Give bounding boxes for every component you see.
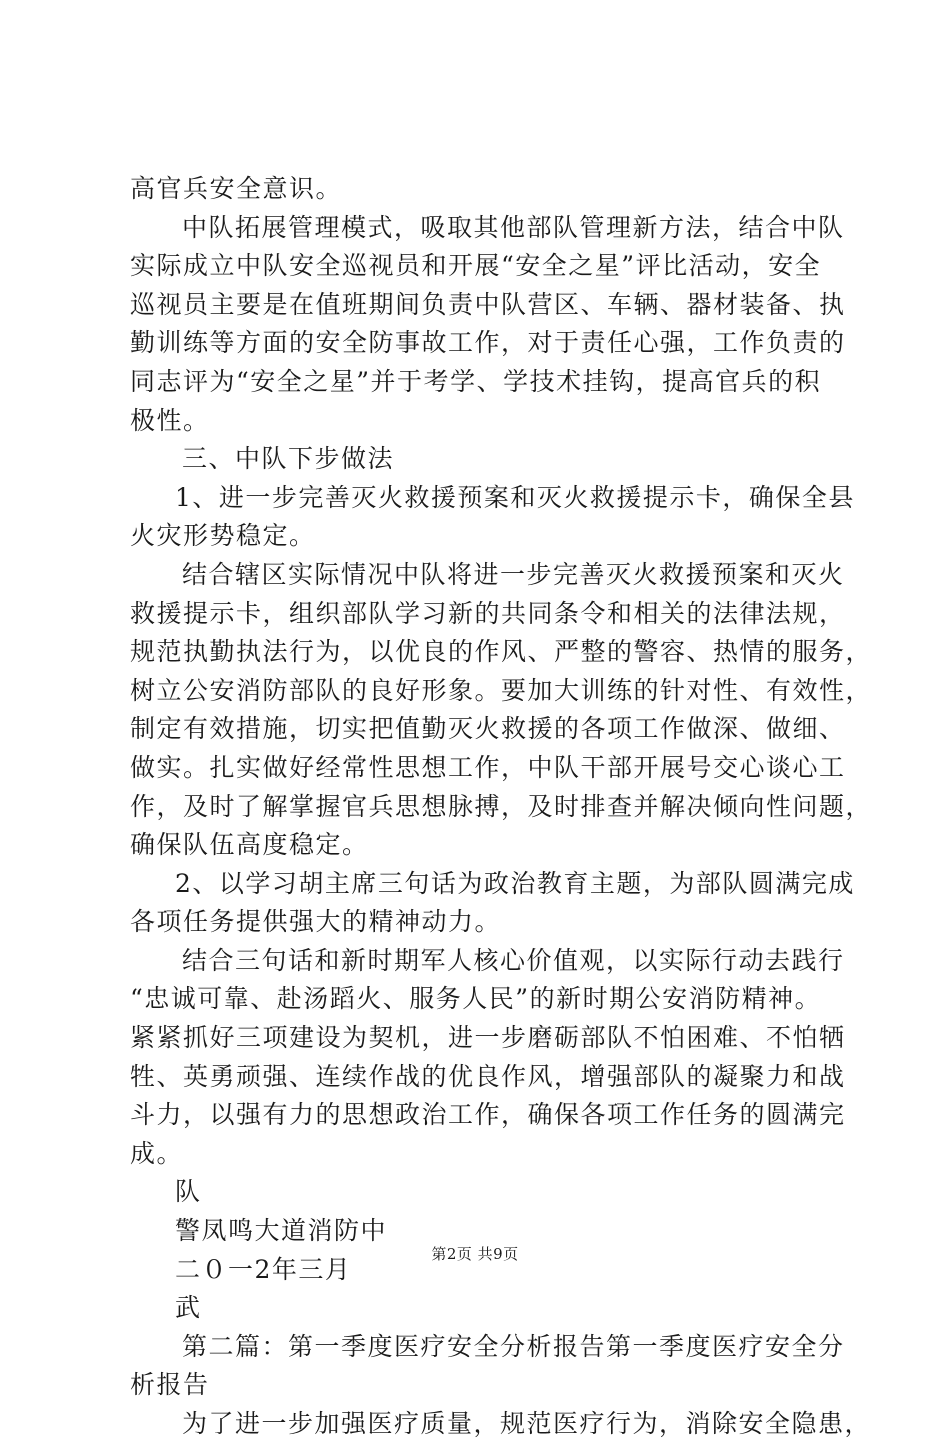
text-line: 三、中队下步做法 bbox=[182, 444, 395, 474]
text-line: 作，及时了解掌握官兵思想脉搏，及时排查并解决倾向性问题， bbox=[130, 791, 873, 821]
text-line: 结合辖区实际情况中队将进一步完善灭火救援预案和灭火 bbox=[182, 559, 845, 589]
text-line: 结合三句话和新时期军人核心价值观，以实际行动去践行 bbox=[182, 945, 845, 975]
text-line: 中队拓展管理模式，吸取其他部队管理新方法，结合中队 bbox=[182, 212, 845, 242]
text-line: 二０一2年三月 bbox=[175, 1254, 352, 1284]
text-line: 巡视员主要是在值班期间负责中队营区、车辆、器材装备、执 bbox=[130, 289, 846, 319]
text-line: 确保队伍高度稳定。 bbox=[130, 830, 369, 860]
text-line: 制定有效措施，切实把值勤灭火救援的各项工作做深、做细、 bbox=[130, 714, 846, 744]
text-line: 第二篇：第一季度医疗安全分析报告第一季度医疗安全分 bbox=[182, 1331, 845, 1361]
text-line: 紧紧抓好三项建设为契机，进一步磨砺部队不怕困难、不怕牺 bbox=[130, 1023, 846, 1053]
text-line: 队 bbox=[175, 1177, 202, 1207]
text-line: 规范执勤执法行为，以优良的作风、严整的警容、热情的服务， bbox=[130, 637, 873, 667]
page-footer: 第2页 共9页 bbox=[431, 1245, 519, 1263]
text-line: 勤训练等方面的安全防事故工作，对于责任心强，工作负责的 bbox=[130, 328, 846, 358]
text-line: 斗力，以强有力的思想政治工作，确保各项工作任务的圆满完 bbox=[130, 1100, 846, 1130]
text-line: 2、以学习胡主席三句话为政治教育主题，为部队圆满完成 bbox=[175, 868, 855, 898]
text-line: “忠诚可靠、赴汤蹈火、服务人民”的新时期公安消防精神。 bbox=[130, 984, 822, 1014]
text-line: 做实。扎实做好经常性思想工作，中队干部开展号交心谈心工 bbox=[130, 752, 846, 782]
text-line: 实际成立中队安全巡视员和开展“安全之星”评比活动，安全 bbox=[130, 251, 822, 281]
text-line: 武 bbox=[175, 1293, 202, 1323]
text-line: 牲、英勇顽强、连续作战的优良作风，增强部队的凝聚力和战 bbox=[130, 1061, 846, 1091]
text-line: 高官兵安全意识。 bbox=[130, 174, 343, 203]
text-line: 救援提示卡，组织部队学习新的共同条令和相关的法律法规， bbox=[130, 598, 846, 628]
text-line: 析报告 bbox=[130, 1370, 210, 1400]
text-line: 各项任务提供强大的精神动力。 bbox=[130, 907, 502, 937]
text-line: 同志评为“安全之星”并于考学、学技术挂钩，提高官兵的积 bbox=[130, 366, 822, 396]
text-line: 树立公安消防部队的良好形象。要加大训练的针对性、有效性， bbox=[130, 675, 873, 705]
text-line: 成。 bbox=[130, 1138, 184, 1168]
text-line: 警凤鸣大道消防中 bbox=[175, 1216, 388, 1246]
text-line: 极性。 bbox=[130, 405, 210, 435]
text-line: 为了进一步加强医疗质量，规范医疗行为，消除安全隐患， bbox=[182, 1409, 872, 1438]
text-line: 火灾形势稳定。 bbox=[130, 521, 316, 551]
text-line: 1、进一步完善灭火救援预案和灭火救援提示卡，确保全县 bbox=[175, 482, 855, 512]
